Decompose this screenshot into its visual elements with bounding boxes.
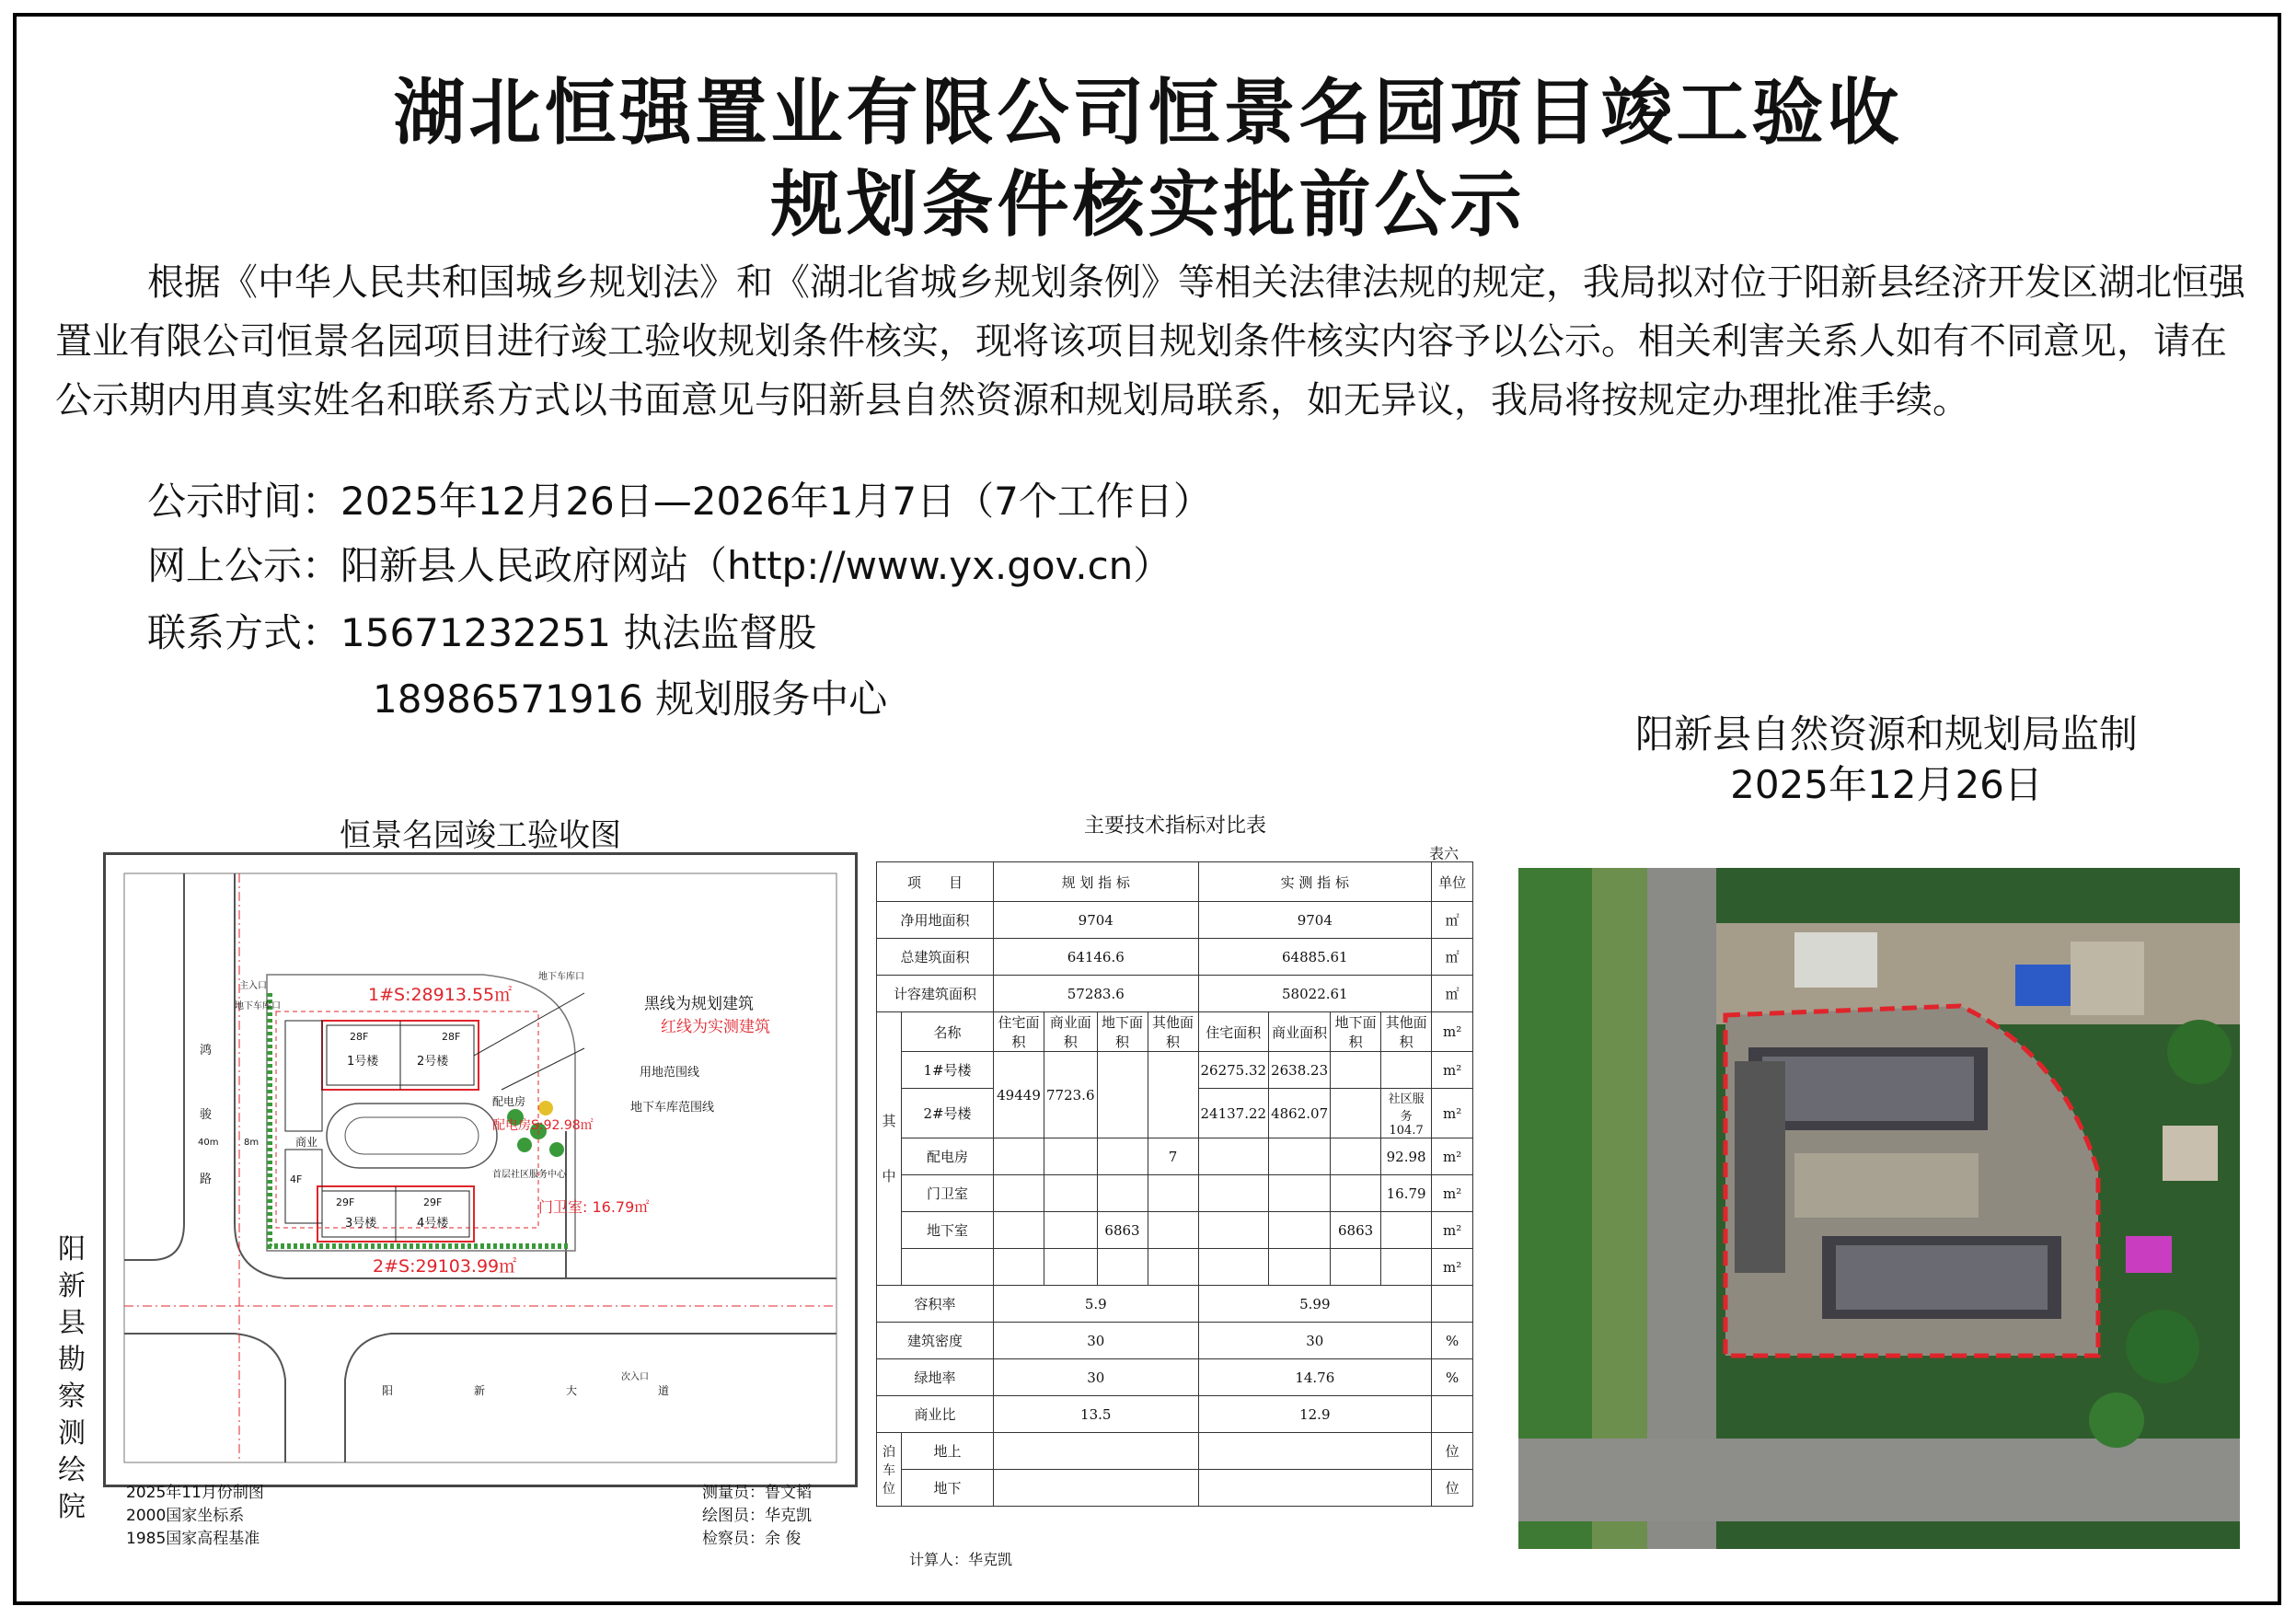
cell [1044, 1175, 1098, 1212]
cell: 社区服务104.7 [1381, 1089, 1432, 1138]
h-unit: 单位 [1432, 862, 1473, 902]
plan-coord: 2000国家坐标系 [126, 1507, 245, 1525]
cell: 16.79 [1381, 1175, 1432, 1212]
cell: ㎡ [1432, 902, 1473, 939]
table-row [877, 902, 1473, 939]
table-row [877, 1175, 1473, 1212]
notice-contact1: 联系方式：15671232251 执法监督股 [147, 610, 817, 655]
table-row [877, 1012, 1473, 1052]
cell [1148, 1052, 1198, 1138]
table-row [877, 1396, 1473, 1433]
indicator-table [876, 861, 1473, 1507]
cell: % [1432, 1359, 1473, 1396]
cell [1381, 1249, 1432, 1286]
cell: 泊车位 [877, 1433, 902, 1507]
cell [1148, 1249, 1198, 1286]
cell [1198, 1470, 1432, 1507]
plan-f4: 4F [290, 1173, 303, 1185]
cell [994, 1249, 1044, 1286]
cell: 24137.22 [1198, 1089, 1269, 1138]
cell: ㎡ [1432, 939, 1473, 976]
cell: 4862.07 [1269, 1089, 1331, 1138]
plan-road-s2: 新 [474, 1384, 486, 1397]
issuer-org: 阳新县自然资源和规划局监制 [1634, 711, 2138, 757]
plan-entry-out: 次入口 [621, 1372, 649, 1382]
cell [1269, 1138, 1331, 1175]
cell [994, 1470, 1199, 1507]
cell [1269, 1212, 1331, 1249]
table-title: 主要技术指标对比表 [1083, 815, 1266, 838]
cell [1432, 1286, 1473, 1323]
plan-bld3: 3号楼 [345, 1217, 377, 1231]
cell [1331, 1175, 1381, 1212]
cell: 其他面积 [1381, 1012, 1432, 1052]
cell [1044, 1212, 1098, 1249]
plan-area2: 2#S:29103.99㎡ [373, 1256, 517, 1277]
cell [1331, 1138, 1381, 1175]
notice-body: 根据《中华人民共和国城乡规划法》和《湖北省城乡规划条例》等相关法律法规的规定，我局拟对位于阳新县经济开发区湖北恒强置业有限公司恒景名园项目进行竣工验收规划条件核实，现将该项目规划条件核实内容予以公示。相关利害关系人如有不同意见，请在公示期内用真实姓名和联系方式以书面意见与阳新县自然资源和规划局联系，如无异议，我局将按规定办理批准手续。 [55, 261, 2245, 422]
cell [1148, 1175, 1198, 1212]
cell: 30 [1198, 1323, 1432, 1359]
cell: 其他面积 [1148, 1012, 1198, 1052]
h-plan: 规 划 指 标 [994, 862, 1199, 902]
plan-entry-car: 地下车库口 [235, 1001, 281, 1011]
cell: 净用地面积 [877, 902, 994, 939]
cell: m² [1432, 1138, 1473, 1175]
cell [1269, 1175, 1331, 1212]
cell [1381, 1212, 1432, 1249]
cell [1331, 1249, 1381, 1286]
plan-power: 配电房S:92.98㎡ [492, 1118, 594, 1133]
cell: 14.76 [1198, 1359, 1432, 1396]
cell [1198, 1249, 1269, 1286]
table-row [877, 1052, 1473, 1089]
cell [1044, 1249, 1098, 1286]
cell: 1#号楼 [902, 1052, 994, 1089]
cell: 6863 [1097, 1212, 1148, 1249]
plan-road-width: 40m [198, 1138, 219, 1148]
cell: 地上 [902, 1433, 994, 1470]
cell: 建筑密度 [877, 1323, 994, 1359]
table-calc: 计算人：华克凯 [909, 1551, 1013, 1568]
cell [1097, 1249, 1148, 1286]
title-line1: 湖北恒强置业有限公司恒景名园项目竣工验收 [393, 71, 1903, 155]
plan-bld2: 2号楼 [417, 1055, 449, 1069]
cell: 58022.61 [1198, 976, 1432, 1012]
table-row [877, 939, 1473, 976]
cell [1044, 1138, 1098, 1175]
cell [1381, 1052, 1432, 1089]
table-row [877, 976, 1473, 1012]
cell [1331, 1052, 1381, 1089]
plan-surveyor: 阳新县勘察测绘院 [58, 1233, 86, 1523]
cell [994, 1138, 1044, 1175]
plan-setback: 8m [244, 1138, 260, 1148]
cell [1269, 1249, 1331, 1286]
plan-bld4: 4号楼 [417, 1217, 449, 1231]
cell: 商业面积 [1044, 1012, 1098, 1052]
cell: m² [1432, 1012, 1473, 1052]
cell [1097, 1175, 1148, 1212]
cell: 容积率 [877, 1286, 994, 1323]
cell: 64885.61 [1198, 939, 1432, 976]
cell [1097, 1052, 1148, 1138]
cell: 7 [1148, 1138, 1198, 1175]
plan-road-w1: 鸿 [200, 1044, 213, 1057]
plan-f28a: 28F [350, 1031, 369, 1043]
aerial-svg [1518, 868, 2240, 1549]
cell: 地下 [902, 1470, 994, 1507]
plan-power-label: 配电房 [492, 1095, 526, 1108]
cell: 5.99 [1198, 1286, 1432, 1323]
plan-road-s3: 大 [566, 1384, 578, 1397]
cell [1331, 1089, 1381, 1138]
cell: 总建筑面积 [877, 939, 994, 976]
issuer-date: 2025年12月26日 [1730, 762, 2043, 807]
cell: 位 [1432, 1433, 1473, 1470]
cell: m² [1432, 1089, 1473, 1138]
table-row [877, 1470, 1473, 1507]
plan-entry-car2: 地下车库口 [538, 972, 584, 982]
cell [1432, 1396, 1473, 1433]
plan-checker: 检察员：余 俊 [702, 1530, 802, 1548]
cell: m² [1432, 1052, 1473, 1089]
cell [902, 1249, 994, 1286]
cell [994, 1175, 1044, 1212]
table-row [877, 1359, 1473, 1396]
table-row [877, 1249, 1473, 1286]
plan-guard: 门卫室: 16.79㎡ [538, 1198, 650, 1216]
cell: 绿地率 [877, 1359, 994, 1396]
table-row [877, 1433, 1473, 1470]
plan-bld1: 1号楼 [347, 1055, 379, 1069]
plan-legend-red: 红线为实测建筑 [661, 1018, 770, 1036]
plan-drawing [103, 852, 858, 1487]
plan-measurer: 测量员：鲁文韬 [702, 1484, 812, 1502]
cell [1198, 1175, 1269, 1212]
table-tag: 表六 [1429, 845, 1460, 862]
plan-road-w3: 路 [200, 1173, 213, 1186]
title-line2: 规划条件核实批前公示 [770, 163, 1526, 247]
cell: 门卫室 [902, 1175, 994, 1212]
cell: 计容建筑面积 [877, 976, 994, 1012]
aerial-photo [1518, 868, 2240, 1549]
plan-f29a: 29F [336, 1196, 355, 1208]
h-actual: 实 测 指 标 [1198, 862, 1432, 902]
cell: 住宅面积 [1198, 1012, 1269, 1052]
cell: ㎡ [1432, 976, 1473, 1012]
cell: 名称 [902, 1012, 994, 1052]
plan-shop: 商业 [295, 1136, 318, 1149]
cell [994, 1212, 1044, 1249]
cell: 6863 [1331, 1212, 1381, 1249]
cell: 12.9 [1198, 1396, 1432, 1433]
table-row [877, 862, 1473, 902]
plan-f29b: 29F [423, 1196, 443, 1208]
notice-contact2: 18986571916 规划服务中心 [373, 676, 888, 722]
cell: 57283.6 [994, 976, 1199, 1012]
plan-area1: 1#S:28913.55㎡ [368, 985, 513, 1005]
cell: m² [1432, 1175, 1473, 1212]
cell [1198, 1433, 1432, 1470]
plan-line-land: 用地范围线 [640, 1066, 700, 1080]
plan-road-s1: 阳 [382, 1384, 394, 1397]
cell: 住宅面积 [994, 1012, 1044, 1052]
plan-drafter: 绘图员：华克凯 [702, 1507, 812, 1525]
cell: 92.98 [1381, 1138, 1432, 1175]
cell: 2#号楼 [902, 1089, 994, 1138]
plan-road-s4: 道 [658, 1384, 670, 1397]
table-row [877, 1286, 1473, 1323]
plan-line-base: 地下车库范围线 [630, 1101, 715, 1115]
plan-date-note: 2025年11月份制图 [126, 1484, 264, 1502]
cell: m² [1432, 1249, 1473, 1286]
cell: 2638.23 [1269, 1052, 1331, 1089]
plan-elev: 1985国家高程基准 [126, 1530, 260, 1548]
cell: 13.5 [994, 1396, 1199, 1433]
cell: 26275.32 [1198, 1052, 1269, 1089]
plan-road-w2: 骏 [200, 1108, 213, 1122]
cell [1198, 1138, 1269, 1175]
cell: 位 [1432, 1470, 1473, 1507]
cell: 9704 [1198, 902, 1432, 939]
cell: 30 [994, 1359, 1199, 1396]
notice-online: 网上公示：阳新县人民政府网站（http://www.yx.gov.cn） [147, 543, 1172, 588]
cell: 64146.6 [994, 939, 1199, 976]
cell: 配电房 [902, 1138, 994, 1175]
cell: 商业比 [877, 1396, 994, 1433]
table-row [877, 1212, 1473, 1249]
cell: 49449 [994, 1052, 1044, 1138]
cell [994, 1433, 1199, 1470]
cell [1198, 1212, 1269, 1249]
cell: 商业面积 [1269, 1012, 1331, 1052]
notice-period: 公示时间：2025年12月26日—2026年1月7日（7个工作日） [147, 479, 1212, 524]
plan-entry-main: 主入口 [239, 981, 267, 991]
plan-community: 首层社区服务中心 [492, 1170, 566, 1180]
cell: 地下面积 [1331, 1012, 1381, 1052]
cell: 30 [994, 1323, 1199, 1359]
cell: 地下室 [902, 1212, 994, 1249]
cell: 其中 [877, 1012, 902, 1286]
table-row [877, 1323, 1473, 1359]
table-row [877, 1138, 1473, 1175]
cell: % [1432, 1323, 1473, 1359]
h-item: 项 目 [877, 862, 994, 902]
plan-f28b: 28F [442, 1031, 461, 1043]
cell: 9704 [994, 902, 1199, 939]
plan-legend-black: 黑线为规划建筑 [644, 995, 754, 1013]
cell: 5.9 [994, 1286, 1199, 1323]
cell [1148, 1212, 1198, 1249]
cell: m² [1432, 1212, 1473, 1249]
cell [1097, 1138, 1148, 1175]
cell: 7723.6 [1044, 1052, 1098, 1138]
plan-title: 恒景名园竣工验收图 [340, 817, 621, 854]
cell: 地下面积 [1097, 1012, 1148, 1052]
